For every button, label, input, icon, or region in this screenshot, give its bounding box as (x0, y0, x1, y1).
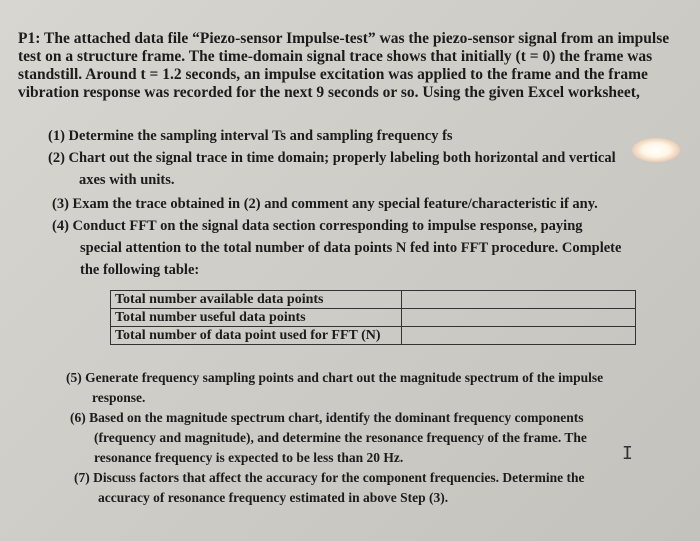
table-row-label: Total number of data point used for FFT (N) (111, 327, 402, 345)
step-6: (6) Based on the magnitude spectrum chart, identify the dominant frequency components (70, 410, 584, 425)
step-6-cont-1: (frequency and magnitude), and determine the resonance frequency of the frame. The (94, 430, 587, 445)
step-4-cont-1: special attention to the total number of data points N fed into FFT procedure. Complete (80, 240, 622, 256)
step-3: (3) Exam the trace obtained in (2) and comment any special feature/characteristic if any. (52, 196, 598, 212)
step-7: (7) Discuss factors that affect the accuracy for the component frequencies. Determine the (74, 470, 585, 485)
step-1: (1) Determine the sampling interval Ts and sampling frequency fs (48, 128, 453, 144)
step-4: (4) Conduct FFT on the signal data section corresponding to impulse response, paying (52, 218, 583, 234)
step-5-cont: response. (92, 390, 146, 405)
step-5: (5) Generate frequency sampling points and chart out the magnitude spectrum of the impulse (66, 370, 604, 385)
step-2-cont: axes with units. (79, 172, 175, 188)
text-cursor-icon: I (622, 443, 633, 464)
problem-text: The attached data file “Piezo-sensor Impulse-test” was the piezo-sensor signal from an impulse test on a structure frame. The time-domain signal trace shows that initially (t = 0) the frame was standstill. Around t = 1.2 seconds, an impulse excitation was applied to the frame and the frame vibration response was recorded for the next 9 seconds or so. Using the given Excel worksheet, (18, 30, 670, 101)
step-4-cont-2: the following table: (80, 262, 200, 278)
table-row-label: Total number available data points (111, 291, 402, 309)
problem-label: P1: (18, 30, 41, 47)
table-row-label: Total number useful data points (111, 309, 402, 327)
step-2: (2) Chart out the signal trace in time domain; properly labeling both horizontal and vertical (48, 150, 616, 166)
step-7-cont: accuracy of resonance frequency estimated in above Step (3). (98, 490, 449, 505)
light-glare (632, 138, 680, 162)
step-6-cont-2: resonance frequency is expected to be less than 20 Hz. (94, 450, 404, 465)
